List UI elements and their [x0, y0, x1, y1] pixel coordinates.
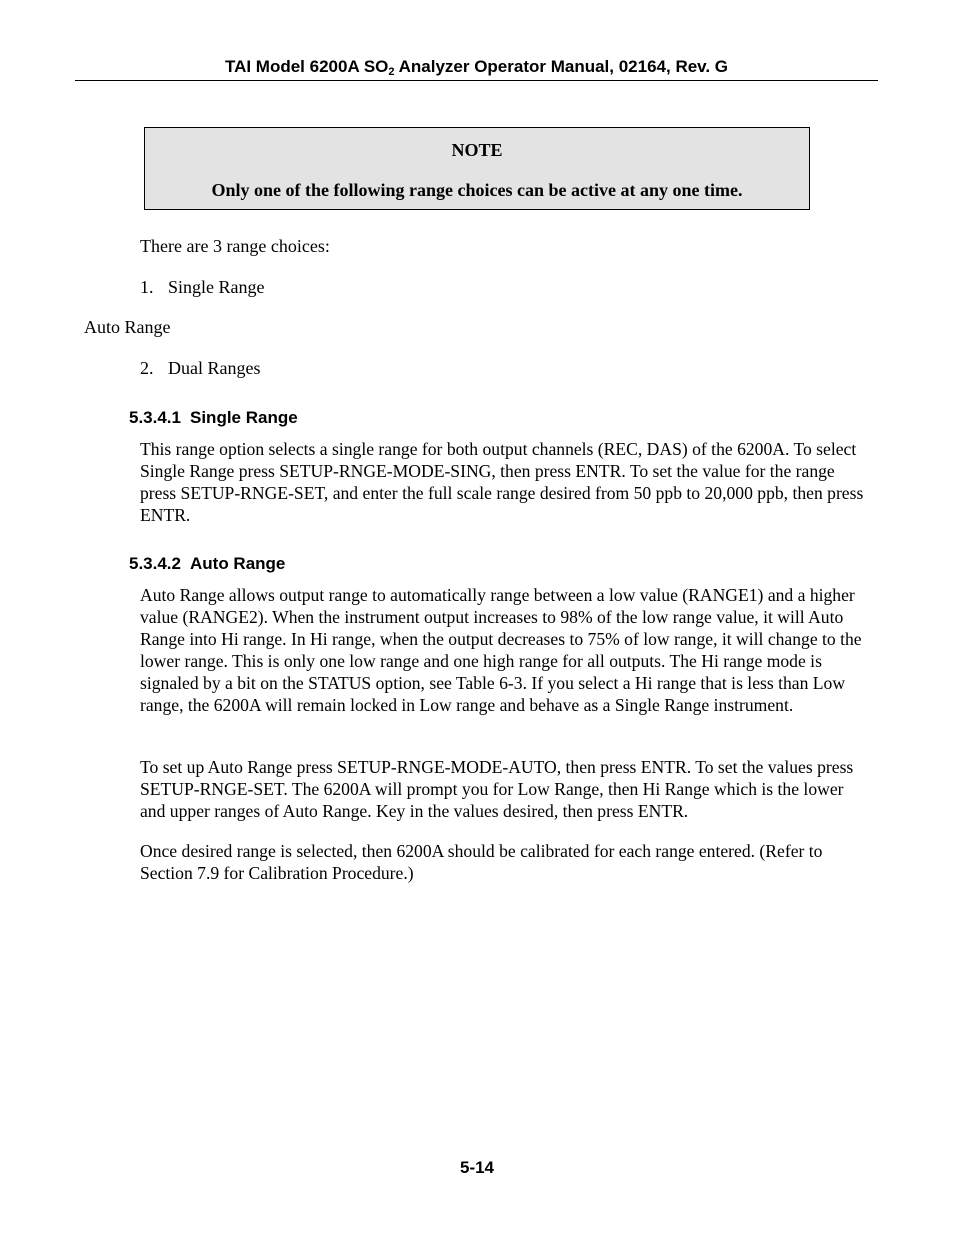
list-item-label: Single Range	[168, 277, 265, 297]
section-title: Single Range	[190, 408, 298, 427]
list-item-label: Dual Ranges	[168, 358, 261, 378]
paragraph: Once desired range is selected, then 6200A should be calibrated for each range entered. (Refer to Section 7.9 for Calibration Procedure.)	[140, 841, 823, 883]
intro-text: There are 3 range choices:	[140, 236, 330, 256]
header-title-subscript: 2	[388, 66, 395, 78]
page-header	[75, 56, 878, 81]
section-number: 5.3.4.2	[129, 554, 181, 573]
paragraph: This range option selects a single range for both output channels (REC, DAS) of the 6200A. To select Single Range press SETUP-RNGE-MODE-SING, then press ENTR. To set the value for the range press SETUP-RNGE-SET, and enter the full scale range desired from 50 ppb to 20,000 ppb, then press ENTR.	[140, 439, 864, 525]
paragraph: To set up Auto Range press SETUP-RNGE-MODE-AUTO, then press ENTR. To set the values press SETUP-RNGE-SET. The 6200A will prompt you for Low Range, then Hi Range which is the lower and upper ranges of Auto Range. Key in the values desired, then press ENTR.	[140, 757, 854, 821]
section-heading-single-range	[129, 407, 298, 429]
header-title-part: TAI Model 6200A SO	[224, 57, 389, 76]
paragraph: Auto Range allows output range to automatically range between a low value (RANGE1) and a higher value (RANGE2). When the instrument output increases to 98% of the low range value, it will Auto Range into Hi range. In Hi range, when the output decreases to 75% of low range, it will change to the lower range. This is only one low range and one high range for all outputs. The Hi range mode is signaled by a bit on the STATUS option, see Table 6-3. If you select a Hi range that is less than Low range, the 6200A will remain locked in Low range and behave as a Single Range instrument.	[140, 585, 862, 715]
note-text: Only one of the following range choices can be active at any one time.	[211, 180, 743, 200]
note-box	[144, 127, 810, 210]
section-title: Auto Range	[190, 554, 286, 573]
list-item-number: 2.	[140, 358, 154, 378]
note-title: NOTE	[451, 140, 503, 160]
section-heading-auto-range	[129, 553, 285, 575]
list-item	[140, 276, 265, 298]
section-number: 5.3.4.1	[129, 408, 181, 427]
list-item-number: 1.	[140, 277, 154, 297]
list-item-unnumbered: Auto Range	[84, 317, 171, 337]
list-item	[140, 357, 260, 379]
header-title-part: Analyzer Operator Manual, 02164, Rev. G	[394, 57, 729, 76]
page-number: 5-14	[459, 1158, 495, 1177]
